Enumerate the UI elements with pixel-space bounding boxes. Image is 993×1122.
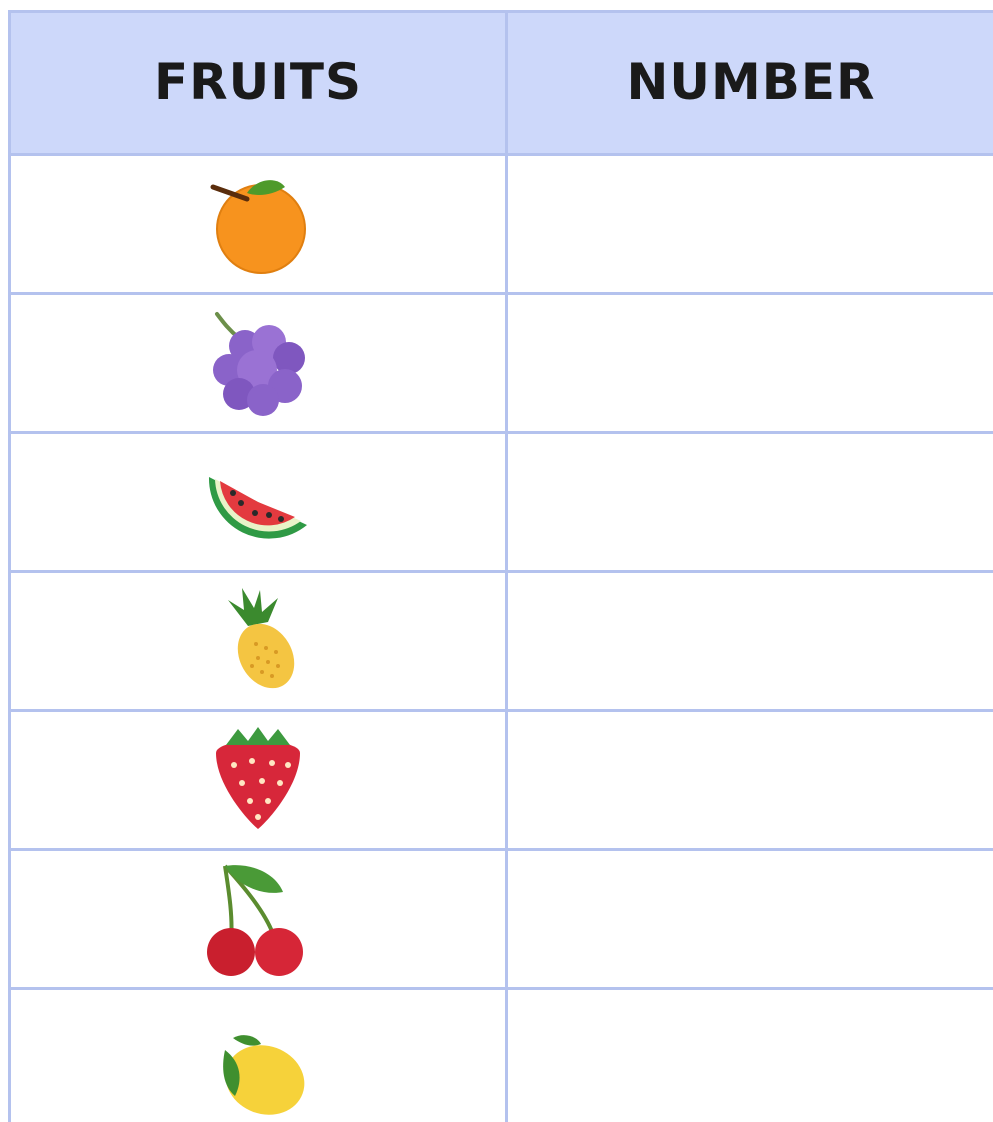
table-row: [10, 434, 993, 570]
table-row: [10, 295, 993, 431]
fruit-cell: [10, 156, 506, 292]
fruit-cell: [10, 712, 506, 848]
grid-line: [10, 848, 993, 851]
orange-icon: [203, 169, 313, 279]
grid-line: [10, 709, 993, 712]
number-cell[interactable]: [509, 990, 993, 1122]
grid-line: [10, 10, 993, 13]
number-cell[interactable]: [509, 851, 993, 987]
table-row: [10, 573, 993, 709]
header-fruits: FRUITS: [154, 53, 362, 111]
cherries-icon: [203, 862, 313, 977]
fruit-cell: [10, 990, 506, 1122]
grid-line: [10, 570, 993, 573]
table-row: [10, 712, 993, 848]
table-row: [10, 990, 993, 1122]
grapes-icon: [203, 308, 313, 418]
fruit-cell: [10, 851, 506, 987]
fruit-cell: [10, 434, 506, 570]
fruit-cell: [10, 295, 506, 431]
number-cell[interactable]: [509, 295, 993, 431]
number-cell[interactable]: [509, 712, 993, 848]
watermelon-icon: [203, 457, 313, 547]
grid-line: [10, 292, 993, 295]
grid-line: [10, 431, 993, 434]
table-row: [10, 851, 993, 987]
grid-line: [10, 153, 993, 156]
number-cell[interactable]: [509, 573, 993, 709]
number-cell[interactable]: [509, 156, 993, 292]
header-number: NUMBER: [626, 53, 876, 111]
table-row: [10, 156, 993, 292]
grid-line: [8, 10, 11, 1122]
fruit-cell: [10, 573, 506, 709]
number-cell[interactable]: [509, 434, 993, 570]
lemon-icon: [203, 1028, 313, 1122]
pineapple-icon: [208, 586, 308, 696]
grid-line: [505, 10, 508, 1122]
grid-line: [10, 987, 993, 990]
strawberry-icon: [208, 725, 308, 835]
